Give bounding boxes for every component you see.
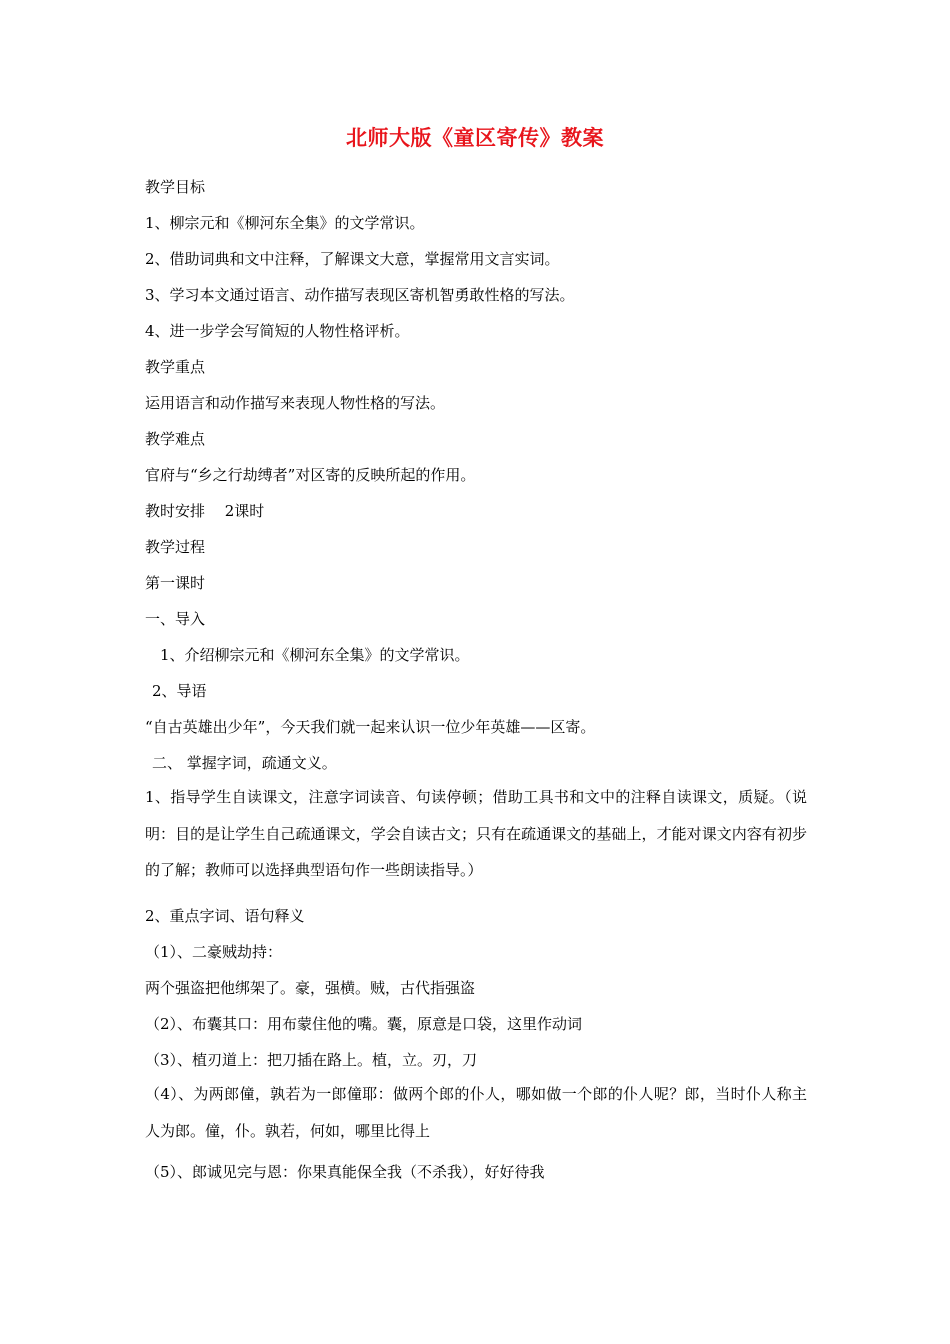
schedule-text: 教时安排 2课时 (145, 502, 265, 520)
document-title: 北师大版《童区寄传》教案 (346, 125, 604, 150)
section-vocabulary: 二、 掌握字词，疏通文义。 (152, 754, 337, 772)
difficulty-text: 官府与“乡之行劫缚者”对区寄的反映所起的作用。 (145, 466, 476, 484)
heading-process: 教学过程 (145, 538, 206, 556)
heading-first-lesson: 第一课时 (145, 574, 206, 592)
heading-objectives: 教学目标 (145, 178, 206, 196)
vocab-item: （5）、郎诚见完与恩：你果真能保全我（不杀我），好好待我 (145, 1163, 545, 1181)
intro-item: 2、导语 (152, 682, 207, 700)
objective-item: 3、学习本文通过语言、动作描写表现区寄机智勇敢性格的写法。 (145, 286, 575, 304)
heading-difficulties: 教学难点 (145, 430, 206, 448)
section-intro: 一、导入 (145, 610, 206, 628)
intro-quote: “自古英雄出少年”，今天我们就一起来认识一位少年英雄——区寄。 (145, 718, 596, 736)
vocab-item: （1）、二豪贼劫持： (145, 943, 283, 961)
vocab-explanation: 两个强盗把他绑架了。豪，强横。贼，古代指强盗 (145, 979, 476, 997)
objective-item: 2、借助词典和文中注释，了解课文大意，掌握常用文言实词。 (145, 250, 560, 268)
subsection-key-words: 2、重点字词、语句释义 (145, 907, 305, 925)
key-point-text: 运用语言和动作描写来表现人物性格的写法。 (145, 394, 446, 412)
heading-key-points: 教学重点 (145, 358, 206, 376)
vocab-item: （3）、植刃道上：把刀插在路上。植，立。刃，刀 (145, 1051, 478, 1069)
reading-instruction-paragraph: 1、指导学生自读课文，注意字词读音、句读停顿；借助工具书和文中的注释自读课文，质疑。（说明：目的是让学生自己疏通课文，学会自读古文；只有在疏通课文的基础上，才能对课文内容有初步的了解；教师可以选择典型语句作一些朗读指导。） (145, 788, 807, 879)
objective-item: 4、进一步学会写简短的人物性格评析。 (145, 322, 410, 340)
objective-item: 1、柳宗元和《柳河东全集》的文学常识。 (145, 214, 425, 232)
vocab-item-paragraph: （4）、为两郎僮，孰若为一郎僮耶：做两个郎的仆人，哪如做一个郎的仆人呢？郎，当时仆人称主人为郎。僮，仆。孰若，何如，哪里比得上 (145, 1085, 807, 1140)
intro-item: 1、介绍柳宗元和《柳河东全集》的文学常识。 (160, 646, 470, 664)
vocab-item: （2）、布囊其口：用布蒙住他的嘴。囊，原意是口袋，这里作动词 (145, 1015, 583, 1033)
